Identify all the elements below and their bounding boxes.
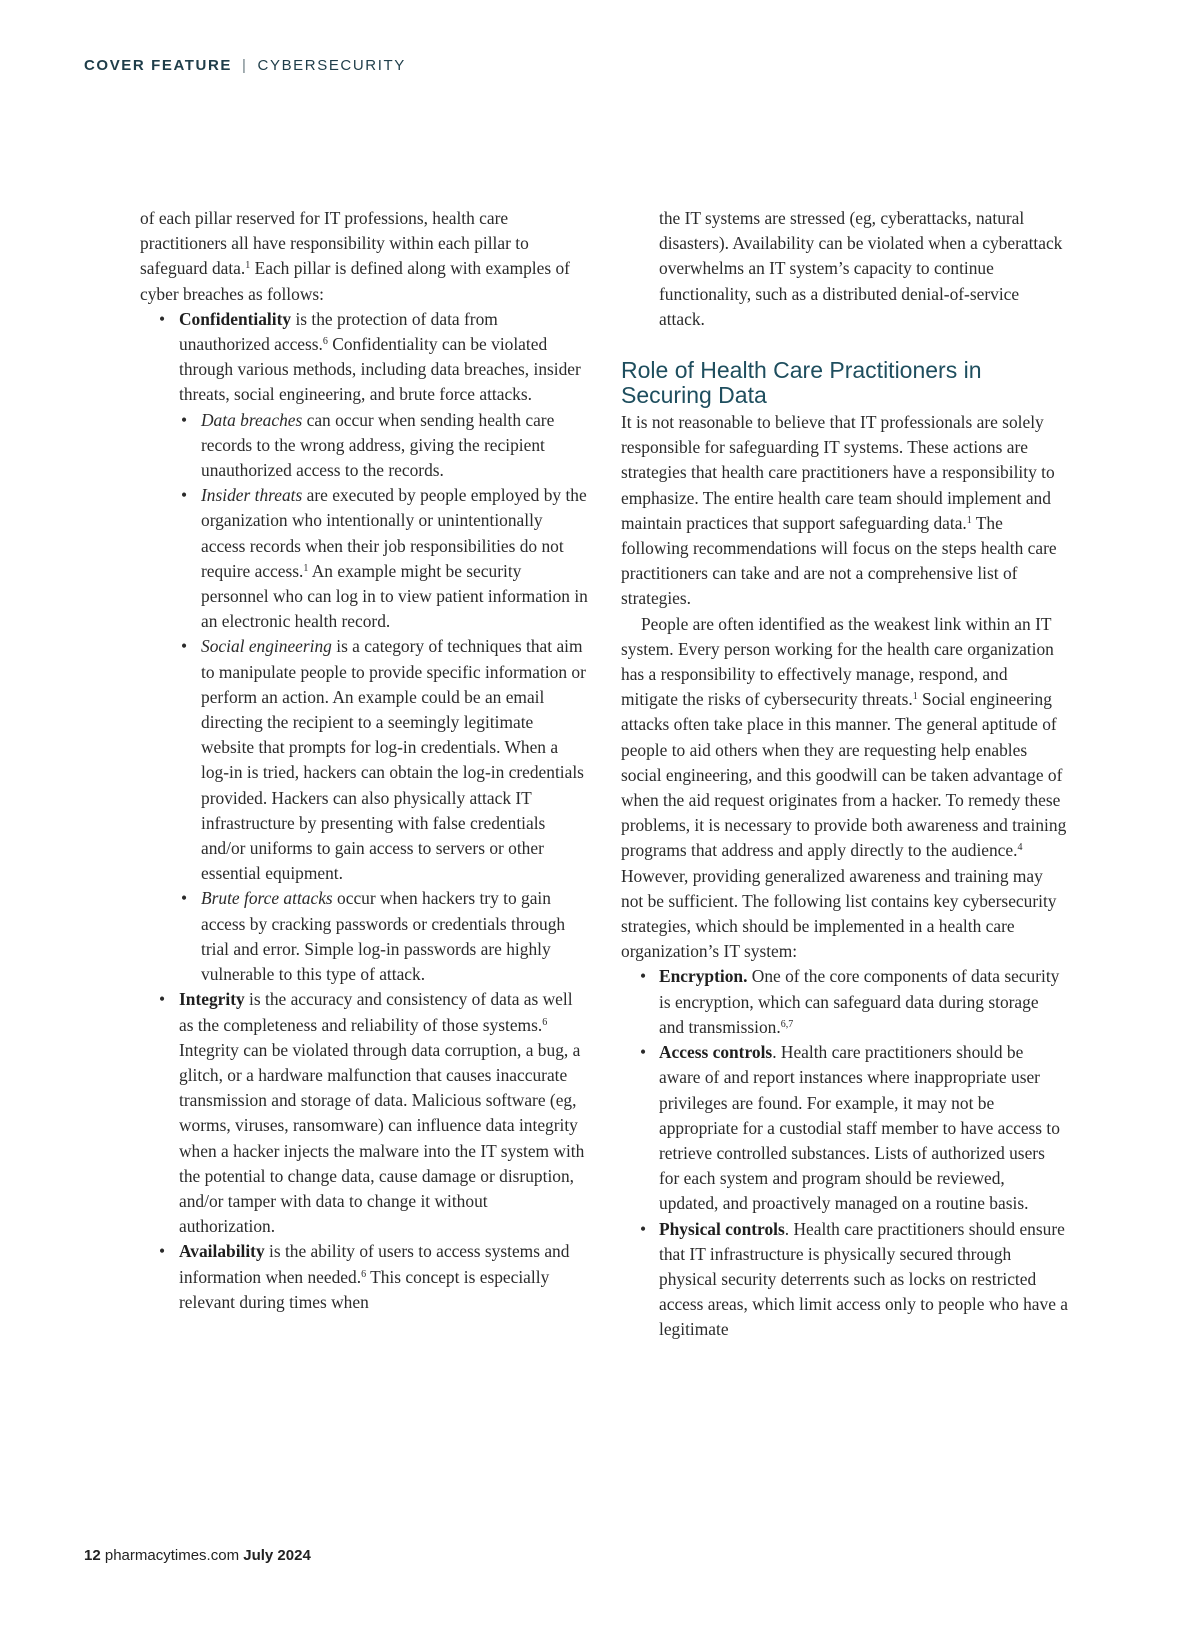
encryption-citation: 6,7 — [780, 1018, 794, 1030]
confidentiality-text: is the protection of data from unauthorized access. — [179, 308, 498, 355]
intro-text: of each pillar reserved for IT professions, health care practitioners all have responsibility within each pillar to safeguard data. — [140, 208, 529, 279]
threat-social-engineering — [179, 634, 588, 886]
role-p2-text: People are often identified as the weakest link within an IT system. Every person working for the health care organization has a responsibility to effectively manage, respond, and mitigate the risks of cybersecurity threats. — [621, 613, 1054, 710]
header-separator: | — [242, 57, 248, 74]
confidentiality-term: Confidentiality — [179, 308, 292, 329]
role-p1-text-2: The following recommendations will focus on the steps health care practitioners can take and are not a comprehensive list of strategies. — [621, 512, 1057, 609]
page-footer — [84, 1547, 311, 1564]
social-engineering-term: Social engineering — [201, 636, 332, 657]
intro-citation: 1 — [245, 260, 251, 272]
availability-text-2: This concept is especially relevant during times when — [179, 1266, 550, 1312]
encryption-text: One of the core components of data security is encryption, which can safeguard data during storage and transmission. — [659, 966, 1060, 1037]
strategy-physical-controls — [621, 1217, 1068, 1343]
insider-threats-text: are executed by people employed by the organization who intentionally or unintentionally access records when their job responsibilities do not require access. — [201, 485, 587, 581]
integrity-term: Integrity — [179, 989, 245, 1010]
physical-controls-term: Physical controls — [659, 1218, 785, 1239]
insider-threats-citation: 1 — [303, 562, 309, 574]
threat-data-breaches — [179, 408, 588, 484]
data-breaches-term: Data breaches — [201, 409, 303, 430]
strategy-access-controls — [621, 1040, 1068, 1216]
section-label: COVER FEATURE — [84, 57, 233, 74]
availability-continuation: the IT systems are stressed (eg, cyberattacks, natural disasters). Availability can be violated when a cyberattack overwhelms an IT system’s capacity to continue functionality, such as a distributed denial-of-service attack. — [659, 208, 1063, 329]
availability-citation: 6 — [361, 1268, 367, 1280]
threat-list — [179, 408, 588, 988]
brute-force-text: occur when hackers try to gain access by cracking passwords or credentials through trial and error. Simple log-in passwords are highly vulnerable to this type of attack. — [201, 888, 566, 985]
brute-force-term: Brute force attacks — [201, 888, 333, 909]
right-column — [621, 206, 1068, 1343]
left-column — [140, 206, 588, 1315]
access-controls-text: . Health care practitioners should be aware of and report instances where inappropriate user privileges are found. For example, it may not be appropriate for a custodial staff member to have access to retrieve controlled substances. Lists of authorized users for each system and program should be reviewed, updated, and proactively managed on a routine basis. — [659, 1042, 1060, 1214]
pillar-integrity — [140, 987, 588, 1239]
running-header — [84, 57, 406, 74]
intro-paragraph — [140, 206, 588, 307]
strategy-list — [621, 964, 1068, 1342]
data-breaches-text: can occur when sending health care records to the wrong address, giving the recipient unauthorized access to the records. — [201, 409, 555, 481]
role-paragraph-2 — [621, 612, 1068, 965]
integrity-citation: 6 — [542, 1016, 548, 1028]
integrity-text: is the accuracy and consistency of data as well as the completeness and reliability of those systems. — [179, 989, 573, 1035]
social-engineering-text: is a category of techniques that aim to manipulate people to provide specific information or perform an action. An example could be an email directing the recipient to a seemingly legitimate website that prompts for log-in credentials. When a log-in is tried, hackers can obtain the log-in credentials provided. Hackers can also physically attack IT infrastructure by presenting with false credentials and/or uniforms to gain access to servers or other essential equipment. — [201, 636, 586, 884]
encryption-term: Encryption. — [659, 966, 748, 987]
insider-threats-term: Insider threats — [201, 485, 303, 506]
pillar-list — [140, 307, 588, 1315]
role-paragraph-1 — [621, 410, 1068, 612]
availability-text: is the ability of users to access systems and information when needed. — [179, 1241, 570, 1287]
integrity-text-2: Integrity can be violated through data corruption, a bug, a glitch, or a hardware malfunction that causes inaccurate transmission and storage of data. Malicious software (eg, worms, viruses, ransomware) can influence data integrity when a hacker injects the malware into the IT system with the potential to change data, cause damage or disruption, and/or tamper with data to change it without authorization. — [179, 1039, 585, 1237]
role-p1-citation: 1 — [966, 514, 972, 526]
threat-brute-force — [179, 886, 588, 987]
role-p2-text-2: Social engineering attacks often take place in this manner. The general aptitude of people to aid others when they are requesting help enables social engineering, and this goodwill can be taken advantage of when the aid request originates from a hacker. To remedy these problems, it is necessary to provide both awareness and training programs that address and apply directly to the audience. — [621, 689, 1067, 861]
insider-threats-text-2: An example might be security personnel who can log in to view patient information in an electronic health record. — [201, 560, 588, 632]
role-p1-text: It is not reasonable to believe that IT professionals are solely responsible for safeguarding IT systems. These actions are strategies that health care practitioners have a responsibility to emphasize. The entire health care team should implement and maintain practices that support safeguarding data. — [621, 412, 1055, 533]
strategy-encryption — [621, 964, 1068, 1040]
physical-controls-text: . Health care practitioners should ensure that IT infrastructure is physically secured through physical security deterrents such as locks on restricted access areas, which limit access only to people who have a legitimate — [659, 1218, 1069, 1340]
issue-date: July 2024 — [243, 1547, 311, 1564]
site-name: pharmacytimes.com — [104, 1547, 240, 1564]
role-p2-text-3: However, providing generalized awareness and training may not be sufficient. The following list contains key cybersecurity strategies, which should be implemented in a health care organization’s IT system: — [621, 865, 1057, 962]
availability-term: Availability — [179, 1241, 265, 1262]
role-p2-citation-1: 1 — [912, 691, 918, 703]
pillar-availability — [140, 1239, 588, 1315]
section-heading: Role of Health Care Practitioners in Securing Data — [621, 357, 982, 409]
confidentiality-citation: 6 — [322, 336, 328, 348]
confidentiality-text-2: Confidentiality can be violated through various methods, including data breaches, insider threats, social engineering, and brute force attacks. — [179, 334, 581, 405]
role-p2-citation-2: 4 — [1017, 842, 1023, 854]
page-number: 12 — [84, 1547, 101, 1564]
pillar-confidentiality — [140, 307, 588, 987]
threat-insider-threats — [179, 483, 588, 634]
topic-label: CYBERSECURITY — [257, 57, 406, 74]
intro-tail: Each pillar is defined along with examples of cyber breaches as follows: — [140, 258, 570, 304]
access-controls-term: Access controls — [659, 1042, 773, 1063]
